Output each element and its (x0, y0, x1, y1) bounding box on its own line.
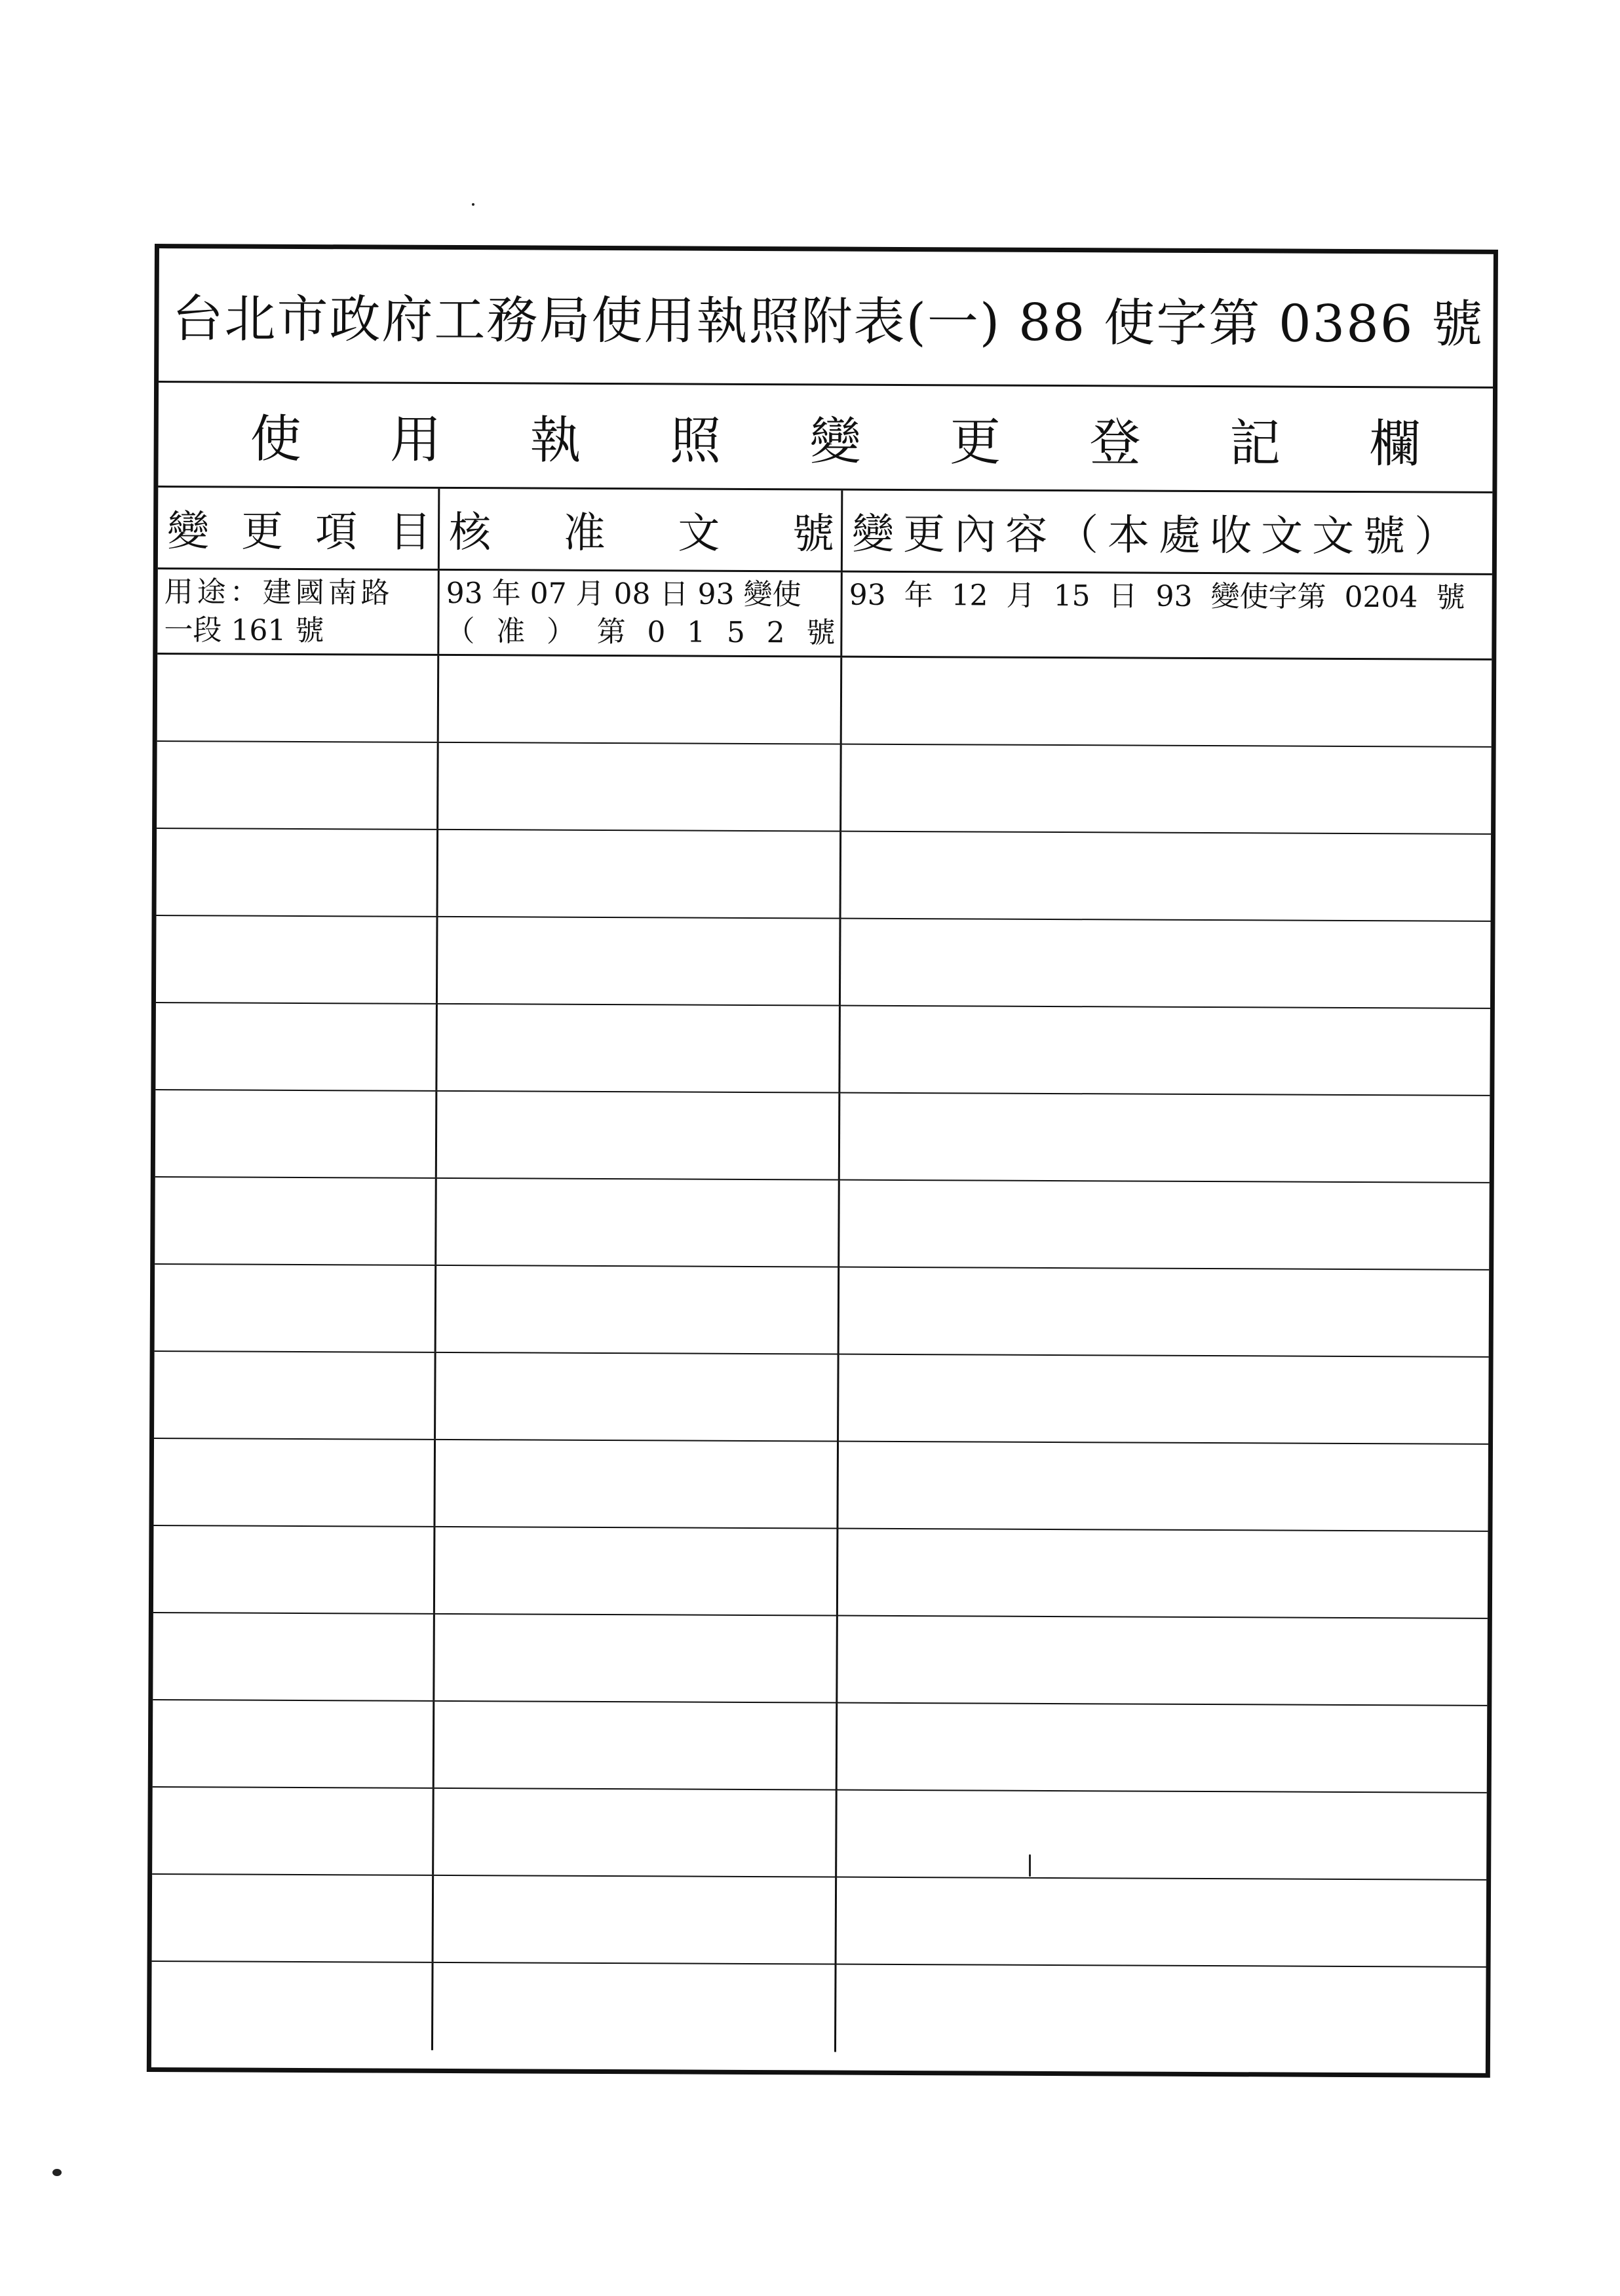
table-row (157, 655, 1492, 748)
header-char: 項 (315, 508, 358, 557)
header-cell-approval (440, 489, 843, 571)
subtitle-char: 記 (1229, 413, 1281, 473)
header-cell-item (158, 488, 440, 569)
table-cell (434, 1702, 838, 1789)
table-cell (836, 1965, 1486, 2055)
subtitle-char: 用 (389, 410, 442, 470)
table-cell (151, 1962, 434, 2050)
approval-char: （ (446, 614, 475, 649)
table-row (155, 1090, 1490, 1183)
table-cell (152, 1875, 434, 1962)
cell-content (842, 573, 1492, 659)
approval-char: 0 (647, 615, 666, 649)
form-title (159, 248, 1494, 389)
header-content-text: 變更內容（本處收文文號） (851, 510, 1466, 562)
scan-speck (472, 203, 474, 206)
table-cell (155, 1265, 437, 1352)
table-cell (437, 1092, 841, 1179)
table-cell (837, 1791, 1487, 1879)
table-cell (438, 917, 841, 1005)
table-cell (841, 919, 1491, 1008)
table-cell (154, 1352, 436, 1439)
table-cell (841, 745, 1492, 833)
table-cell (433, 1963, 837, 2052)
table-cell (839, 1268, 1490, 1356)
header-char: 變 (166, 507, 210, 556)
table-cell (840, 1006, 1490, 1095)
table-cell (838, 1617, 1488, 1705)
table-cell (438, 830, 842, 918)
approval-char: 號 (806, 616, 836, 650)
scan-speck (1029, 1854, 1031, 1877)
cell-item-line: 用途：建國南路 (164, 575, 394, 610)
table-row (154, 1352, 1489, 1445)
table-row (153, 1613, 1488, 1706)
subtitle-char: 更 (949, 412, 1001, 472)
approval-char: 1 (687, 615, 706, 649)
approval-char: 准 (496, 615, 526, 649)
approval-char: ） (546, 615, 576, 649)
approval-char: 第 (596, 615, 626, 649)
approval-char: 2 (766, 616, 785, 650)
table-cell (157, 655, 440, 742)
table-row (153, 1526, 1488, 1619)
header-char: 目 (389, 508, 432, 557)
header-cell-content (843, 491, 1493, 573)
table-cell (436, 1266, 840, 1354)
table-row (151, 1962, 1486, 2055)
table-cell (155, 1177, 437, 1265)
table-cell (437, 1004, 841, 1092)
table-row (153, 1700, 1488, 1793)
table-cell (838, 1442, 1488, 1531)
header-char: 准 (563, 508, 606, 558)
table-cell (436, 1179, 840, 1267)
table-cell (153, 1613, 435, 1700)
subtitle-char: 執 (530, 411, 581, 470)
table-cell (153, 1700, 435, 1788)
table-cell (841, 832, 1492, 921)
license-attachment-form (147, 244, 1498, 2078)
header-char: 文 (678, 509, 720, 558)
table-cell (156, 916, 438, 1003)
table-cell (439, 656, 843, 744)
table-cell (435, 1440, 839, 1528)
table-cell (839, 1355, 1489, 1444)
table-row (155, 1177, 1490, 1271)
table-cell (838, 1704, 1488, 1792)
table-cell (438, 743, 842, 831)
subtitle-char: 照 (669, 411, 722, 471)
cell-item-line: 一段 161 號 (164, 613, 324, 648)
table-cell (155, 1090, 438, 1177)
cell-approval (439, 571, 843, 656)
table-cell (434, 1615, 838, 1702)
table-cell (157, 742, 439, 829)
table-cell (839, 1181, 1490, 1269)
table-cell (842, 658, 1492, 746)
form-title-text: 台北市政府工務局使用執照附表(一) 88 使字第 0386 號 (172, 290, 1484, 354)
subtitle-char: 使 (250, 410, 301, 469)
cell-approval-line: 93 年 07 月 08 日 93 變使 (446, 576, 801, 612)
table-cell (837, 1878, 1487, 1966)
approval-char: 5 (726, 615, 746, 649)
table-cell (436, 1353, 839, 1441)
table-row (153, 1439, 1488, 1532)
table-cell (840, 1094, 1490, 1182)
table-row (155, 1003, 1490, 1096)
table-row (152, 1875, 1487, 1968)
table-row (155, 1265, 1490, 1358)
table-cell (838, 1529, 1488, 1618)
table-cell (434, 1789, 838, 1877)
cell-content-line: 93 年 12 月 15 日 93 變使字第 0204 號 (849, 578, 1465, 615)
table-cell (157, 829, 439, 916)
table-row (156, 916, 1491, 1009)
header-char: 號 (792, 510, 835, 559)
subtitle-char: 欄 (1369, 414, 1421, 474)
table-row (157, 829, 1492, 922)
header-char: 更 (241, 507, 284, 556)
table-cell (152, 1788, 434, 1875)
table-cell (153, 1526, 436, 1613)
table-cell (155, 1003, 438, 1090)
subtitle-char: 變 (809, 411, 861, 472)
table-row (157, 569, 1492, 660)
scan-speck (52, 2169, 62, 2176)
table-cell (153, 1439, 436, 1526)
subtitle-char: 登 (1089, 413, 1141, 473)
table-row (152, 1788, 1487, 1881)
table-row (157, 742, 1492, 835)
cell-item (157, 569, 440, 654)
form-subtitle (158, 383, 1493, 493)
table-cell (435, 1527, 839, 1615)
cell-approval-line (446, 613, 835, 653)
table-header-row (158, 488, 1493, 575)
table-cell (434, 1876, 838, 1964)
header-char: 核 (448, 508, 492, 558)
